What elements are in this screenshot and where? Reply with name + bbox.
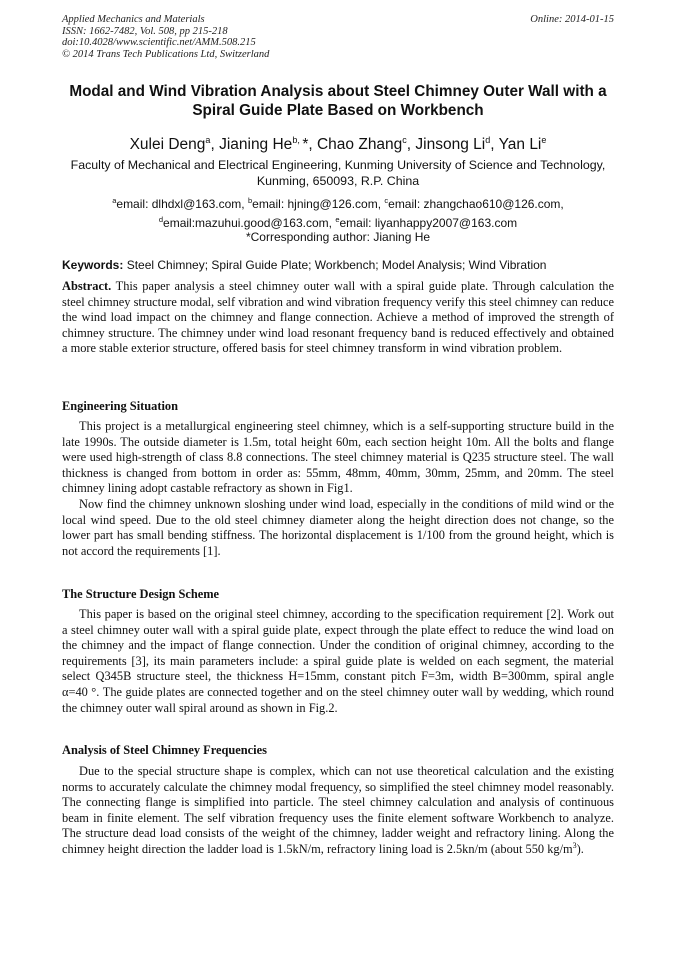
abstract	[62, 279, 614, 357]
email-mark: d	[158, 215, 164, 224]
author-mark: e	[541, 135, 547, 145]
online-date: Online: 2014-01-15	[530, 14, 614, 25]
journal-name: Applied Mechanics and Materials	[62, 14, 205, 25]
section-heading: Engineering Situation	[62, 399, 179, 413]
paragraph-text: Due to the special structure shape is complex, which can not use theoretical calculation and the existing norms to accurately calculate the chimney modal frequency, so simplified the steel chimney model reasonably. The connecting flange is simplified into particle. The steel chimney calculation and analysis of continuous beam in finite element. The self vibration frequency uses the finite element software Workbench to analyze. The structure dead load consists of the weight of the chimney, ladder weight and refractory lining. Along the chimney height direction the ladder load is 1.5kN/m, refractory lining load is 2.5kn/m (about 550 kg/m	[62, 764, 614, 856]
journal-doi: doi:10.4028/www.scientific.net/AMM.508.215	[62, 37, 256, 48]
author-name: Xulei Deng	[129, 136, 206, 153]
paragraph: Now find the chimney unknown sloshing under wind load, especially in the conditions of mild wind or the local wind speed. Due to the old steel chimney diameter along the height direction does not change, so the lower part has small bending stiffness. The horizontal displacement is 1/100 from the ground height, which is not accord the requirements [1].	[62, 496, 614, 558]
author-mark: c	[402, 135, 407, 145]
author-sep: *,	[302, 136, 317, 153]
email-mark: a	[112, 196, 117, 205]
author-name: Jianing He	[219, 136, 293, 153]
author-sep: ,	[490, 136, 499, 153]
journal-copyright: © 2014 Trans Tech Publications Ltd, Switzerland	[62, 48, 270, 60]
keywords	[62, 258, 622, 273]
author-mark: d	[485, 135, 491, 145]
email-c: email: zhangchao610@126.com,	[388, 197, 564, 211]
section-body	[62, 419, 614, 559]
journal-header	[62, 14, 614, 60]
corresponding-author: *Corresponding author: Jianing He	[245, 230, 431, 244]
section-heading: Analysis of Steel Chimney Frequencies	[62, 743, 267, 757]
email-mark: c	[384, 196, 389, 205]
email-list	[62, 193, 614, 231]
keywords-text: Steel Chimney; Spiral Guide Plate; Workbench; Model Analysis; Wind Vibration	[123, 258, 547, 272]
section-body	[62, 764, 614, 858]
email-line	[62, 212, 614, 231]
affiliation-line: Kunming, 650093, R.P. China	[256, 174, 420, 188]
paper-title: Modal and Wind Vibration Analysis about Steel Chimney Outer Wall with a Spiral Guide Plate Based on Workbench	[69, 83, 607, 119]
email-d: email:mazuhui.good@163.com,	[163, 216, 336, 230]
abstract-label: Abstract.	[62, 279, 112, 293]
author-list	[62, 131, 614, 154]
author-name: Jinsong Li	[415, 136, 486, 153]
email-b: email: hjning@126.com,	[252, 197, 385, 211]
author-name: Chao Zhang	[316, 136, 403, 153]
section-body	[62, 607, 614, 716]
abstract-text: This paper analysis a steel chimney outer wall with a spiral guide plate. Through calculation the steel chimney structure modal, self vibration and wind vibration frequency verify this steel chimney can reduce the wind load impact on the chimney and flange connection. Achieve a method of improved the strength of chimney structure. The chimney under wind load resonant frequency band is reduced effectively and obtained a more stable exterior structure, offered basis for steel chimney transform in wind vibration problem.	[62, 279, 614, 356]
author-name: Yan Li	[498, 136, 542, 153]
email-mark: e	[335, 215, 340, 224]
paragraph	[62, 764, 614, 858]
paragraph: This project is a metallurgical engineering steel chimney, which is a self-supporting structure build in the late 1990s. The outside diameter is 1.5m, total height 60m, each section height 10m. All the bolts and flange were used high-strength of class 8.8 connections. The steel chimney material is Q235 structure steel. The wall thickness is changed from bottom in order as: 55mm, 48mm, 40mm, 30mm, 25mm, and 20mm. The steel chimney lining adopt castable refractory as shown in Fig1.	[62, 419, 614, 496]
section-heading: The Structure Design Scheme	[62, 587, 220, 601]
affiliation-line: Faculty of Mechanical and Electrical Engineering, Kunming University of Science and Technology,	[70, 158, 606, 172]
email-e: email: liyanhappy2007@163.com	[339, 216, 518, 230]
paragraph: This paper is based on the original steel chimney, according to the specification requirement [2]. Work out a steel chimney outer wall with a spiral guide plate, expect through the plate effect to reduce the wind load on the chimney and the impact of flange connection. Under the condition of original chimney, according to the requirements [3], its main parameters include: a spiral guide plate is welded on each segment, the material select Q345B structure steel, the thickness H=15mm, constant pitch F=3m, width B=300mm, spiral angle α=40 °. The guide plates are connected together and on the steel chimney outer wall by wedding, which round the chimney outer wall spiral around as shown in Fig.2.	[62, 607, 614, 715]
author-sep: ,	[210, 136, 220, 153]
superscript: 3	[572, 840, 577, 850]
email-mark: b	[247, 196, 253, 205]
author-sep: ,	[406, 136, 416, 153]
paragraph-end: ).	[576, 841, 584, 856]
author-mark: b,	[292, 135, 303, 145]
journal-issn: ISSN: 1662-7482, Vol. 508, pp 215-218	[62, 25, 228, 37]
keywords-label: Keywords:	[62, 258, 124, 272]
author-mark: a	[205, 135, 211, 145]
email-a: email: dlhdxl@163.com,	[116, 197, 248, 211]
affiliation	[62, 157, 614, 189]
email-line	[62, 193, 614, 212]
